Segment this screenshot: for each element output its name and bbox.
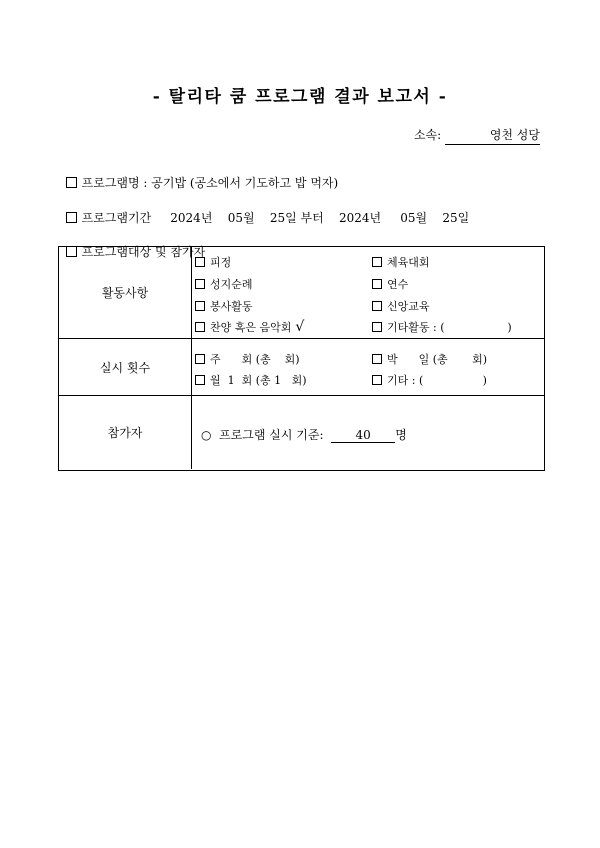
activity-row	[59, 247, 544, 339]
program-name-line	[58, 160, 338, 191]
checkbox-icon[interactable]	[195, 279, 205, 289]
affiliation	[414, 126, 540, 145]
participants-text: 프로그램 실시 기준:	[219, 428, 324, 442]
start-month: 05월	[227, 211, 255, 225]
program-period-line	[58, 195, 469, 226]
participants-unit: 명	[395, 428, 407, 442]
frequency-label: 실시 횟수	[59, 339, 192, 395]
program-name-label: 프로그램명 :	[81, 176, 148, 190]
checkbox-icon[interactable]	[66, 212, 77, 223]
checkbox-icon[interactable]	[66, 177, 77, 188]
frequency-row	[59, 339, 544, 396]
checkbox-icon[interactable]	[195, 354, 205, 364]
period-separator: 부터	[300, 211, 324, 225]
start-year: 2024년	[170, 211, 213, 225]
checkbox-icon[interactable]	[195, 257, 205, 267]
target-heading: 프로그램대상 및 참가자	[81, 245, 206, 259]
checkbox-icon[interactable]	[195, 375, 205, 385]
check-mark-icon: √	[295, 319, 305, 335]
affiliation-label: 소속:	[413, 128, 442, 142]
frequency-option[interactable]	[195, 372, 307, 388]
checkbox-icon[interactable]	[372, 257, 382, 267]
activity-option[interactable]	[372, 276, 408, 292]
program-name-value: 공기밥 (공소에서 기도하고 밥 먹자)	[151, 176, 339, 190]
activity-label: 활동사항	[59, 247, 192, 338]
frequency-option[interactable]	[372, 372, 487, 388]
checkbox-icon[interactable]	[372, 301, 382, 311]
frequency-option[interactable]	[195, 351, 300, 367]
activity-option[interactable]	[372, 319, 512, 335]
participants-row	[59, 396, 544, 469]
checkbox-icon[interactable]	[195, 301, 205, 311]
checkbox-icon[interactable]	[372, 279, 382, 289]
option-label: 봉사활동	[210, 300, 253, 313]
bullet-icon: ○	[201, 428, 212, 442]
option-label: 박 일 (총 회)	[387, 353, 488, 366]
end-year: 2024년	[338, 211, 382, 225]
end-day: 25일	[442, 211, 470, 225]
program-table	[58, 246, 545, 471]
checkbox-icon[interactable]	[372, 375, 382, 385]
option-label: 체육대회	[387, 256, 430, 269]
option-label: 연수	[387, 278, 409, 291]
activity-option[interactable]	[195, 254, 231, 270]
activity-option[interactable]	[195, 276, 253, 292]
option-label: 성지순례	[210, 278, 253, 291]
checkbox-icon[interactable]	[372, 322, 382, 332]
checkbox-icon[interactable]	[372, 354, 382, 364]
frequency-option[interactable]	[372, 351, 487, 367]
participants-line	[201, 426, 407, 443]
option-label: 찬양 혹은 음악회	[210, 321, 292, 334]
activity-option[interactable]	[195, 319, 304, 335]
checkbox-icon[interactable]	[195, 322, 205, 332]
activity-option[interactable]	[195, 298, 253, 314]
participants-label: 참가자	[59, 396, 192, 469]
page-title: - 탈리타 쿰 프로그램 결과 보고서 -	[152, 87, 448, 107]
option-label: 기타활동 : ( )	[387, 321, 512, 334]
end-month: 05월	[400, 211, 428, 225]
option-label: 주 회 (총 회)	[210, 353, 300, 366]
start-day: 25일	[269, 211, 297, 225]
option-label: 기타 : ( )	[387, 374, 487, 387]
activity-option[interactable]	[372, 254, 430, 270]
option-label: 월 1 회 (총 1 회)	[210, 374, 307, 387]
affiliation-value: 영천 성당	[445, 126, 540, 145]
program-period-label: 프로그램기간	[81, 211, 152, 225]
option-label: 피정	[210, 256, 232, 269]
activity-option[interactable]	[372, 298, 430, 314]
option-label: 신앙교육	[387, 300, 430, 313]
participants-count[interactable]: 40	[331, 428, 395, 443]
